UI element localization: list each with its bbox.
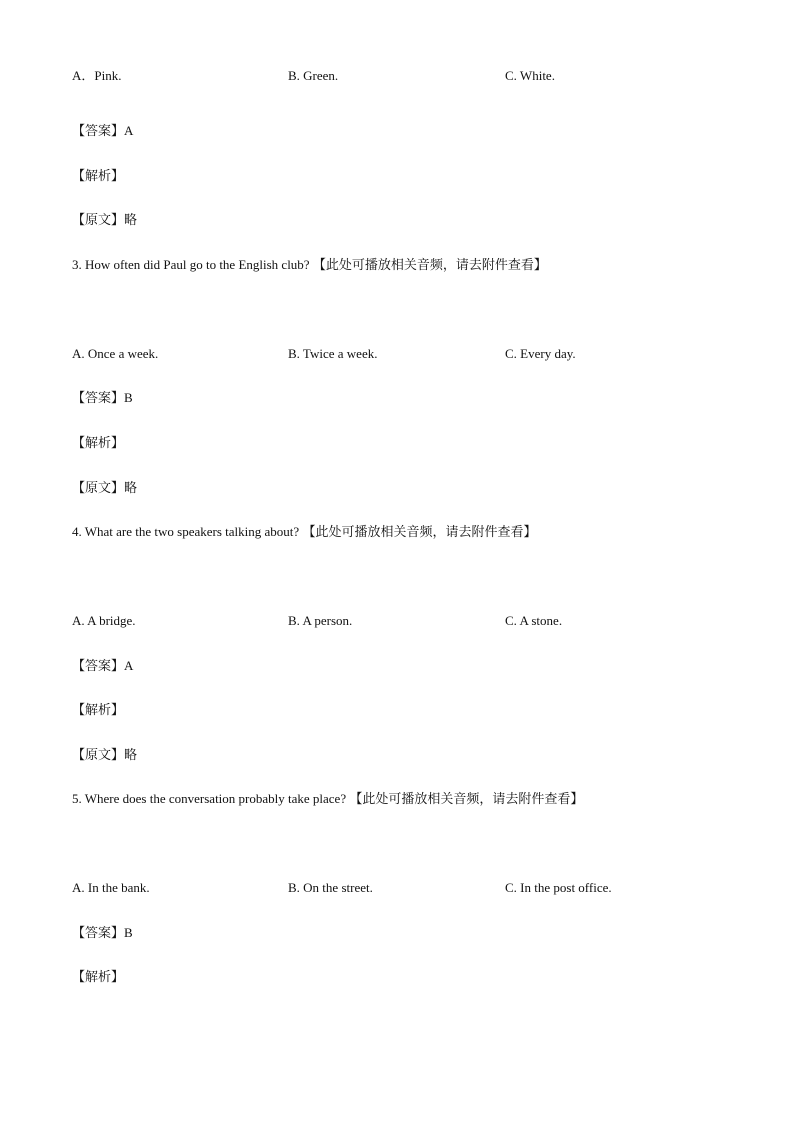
q4-answer-line: [72, 657, 133, 676]
q5-option-b: B. On the street.: [288, 880, 373, 895]
q2-analysis-line: [72, 167, 124, 186]
answer-label: 【答案】: [72, 124, 125, 139]
q4-option-b: B. A person.: [288, 613, 353, 628]
answer-label: 【答案】: [72, 391, 125, 406]
q5-option-c: C. In the post office.: [505, 880, 612, 895]
q5-question-line: [72, 790, 583, 809]
q5-analysis-line: [72, 968, 124, 987]
q2-original-line: [72, 211, 137, 230]
q3-question-line: [72, 256, 547, 275]
original-label: 【原文】: [72, 748, 125, 763]
q3-answer-value: B: [124, 390, 133, 405]
q4-option-c: C. A stone.: [505, 613, 563, 628]
original-label: 【原文】: [72, 213, 125, 228]
q4-analysis-line: [72, 701, 124, 720]
q3-original-line: [72, 479, 137, 498]
q3-option-a: A. Once a week.: [72, 346, 159, 361]
analysis-label: 【解析】: [72, 169, 125, 184]
answer-label: 【答案】: [72, 926, 125, 941]
original-value: 略: [124, 213, 138, 228]
q2-option-a: A．Pink.: [72, 68, 122, 83]
analysis-label: 【解析】: [72, 703, 125, 718]
q2-option-b: B. Green.: [288, 68, 339, 83]
q2-answer-value: A: [124, 123, 134, 138]
q5-option-a: A. In the bank.: [72, 880, 150, 895]
q3-analysis-line: [72, 434, 124, 453]
q3-audio-note[interactable]: 【此处可播放相关音频，请去附件查看】: [312, 258, 547, 273]
q5-answer-value: B: [124, 925, 133, 940]
analysis-label: 【解析】: [72, 436, 125, 451]
original-label: 【原文】: [72, 481, 125, 496]
q4-question-line: [72, 523, 536, 542]
q4-option-a: A. A bridge.: [72, 613, 136, 628]
q2-answer-line: [72, 122, 133, 141]
original-value: 略: [124, 481, 138, 496]
q3-question-text: 3. How often did Paul go to the English club?: [72, 257, 310, 272]
original-value: 略: [124, 748, 138, 763]
analysis-label: 【解析】: [72, 970, 125, 985]
q3-option-c: C. Every day.: [505, 346, 576, 361]
q4-original-line: [72, 746, 137, 765]
q3-answer-line: [72, 389, 133, 408]
q4-audio-note[interactable]: 【此处可播放相关音频，请去附件查看】: [302, 525, 537, 540]
answer-label: 【答案】: [72, 659, 125, 674]
q2-option-c: C. White.: [505, 68, 555, 83]
q4-question-text: 4. What are the two speakers talking about?: [72, 524, 300, 539]
q5-answer-line: [72, 924, 133, 943]
q4-answer-value: A: [124, 658, 134, 673]
q5-question-text: 5. Where does the conversation probably take place?: [72, 791, 347, 806]
q5-audio-note[interactable]: 【此处可播放相关音频，请去附件查看】: [349, 792, 584, 807]
q3-option-b: B. Twice a week.: [288, 346, 378, 361]
